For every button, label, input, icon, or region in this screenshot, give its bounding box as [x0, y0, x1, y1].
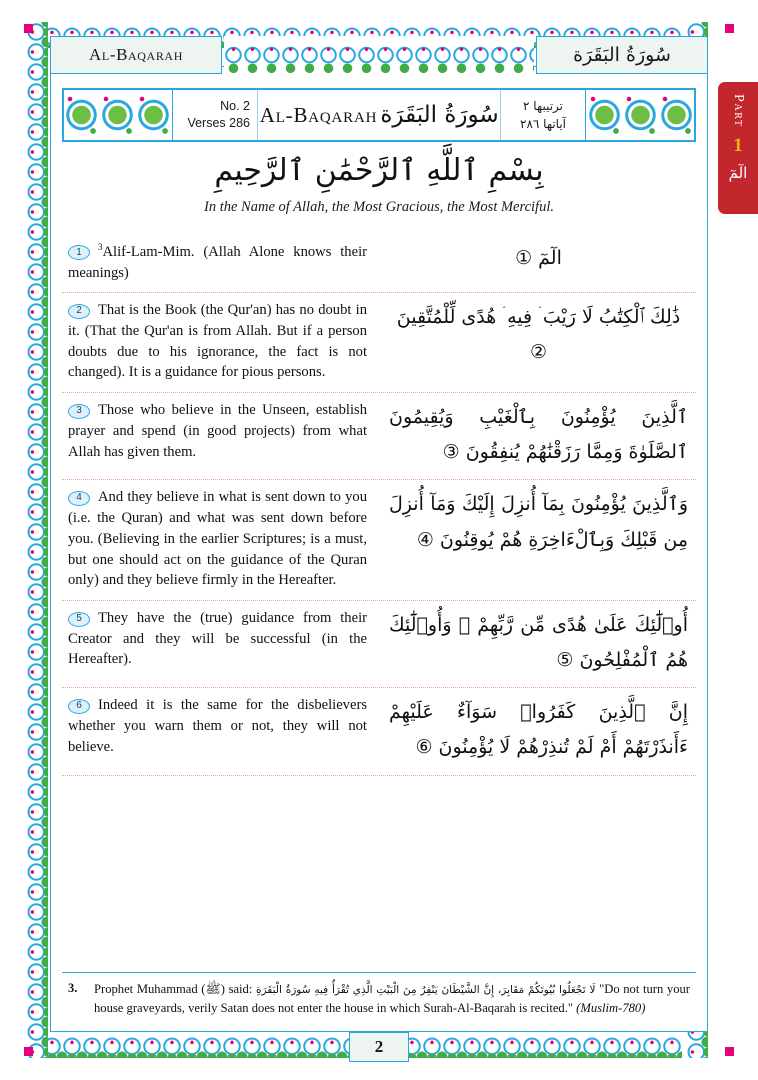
verse-english-text: Alif-Lam-Mim. (Allah Alone knows their meanings) [68, 243, 367, 281]
verse-english-text: That is the Book (the Qur'an) has no doubt in it. (That the Qur'an is from Allah. But if a person doubts due to his ignorance, the fact is not changed). It is a guidance for pious persons. [68, 302, 367, 381]
verse-english-text: Those who believe in the Unseen, establish prayer and spend (in good projects) from what Allah has given them. [68, 402, 367, 460]
surah-name-latin: Al-Baqarah [259, 102, 378, 127]
corner-ornament-bottom-right [725, 1047, 734, 1056]
verse-arabic: الٓمٓ ① [515, 247, 562, 269]
corner-ornament-top-right [725, 24, 734, 33]
verse-english-text: Indeed it is the same for the disbelievers whether you warn them or not, they will not believe. [68, 697, 367, 755]
surah-ayat-arabic: آياتها ٢٨٦ [520, 117, 567, 131]
verse-english-text: And they believe in what is sent down to you (i.e. the Quran) and what was sent down before you. (Believing in the earlier Scriptures; is a must, but one should act on the guidance of the Quran only) and they believe firmly in the Hereafter. [68, 489, 367, 589]
footnote-source: (Muslim-780) [576, 1001, 646, 1016]
part-tab-arabic: الٓمٓ [728, 163, 748, 182]
verse-english [62, 300, 379, 383]
footnote-translation: "Do not turn your house graveyards, verily Satan does not enter the house in which Surah-Al-Baqarah is recited." [94, 982, 690, 1016]
verse-arabic: أُو۟لَٰٓئِكَ عَلَىٰ هُدًى مِّن رَّبِّهِمْ ۖ وَأُو۟لَٰٓئِكَ هُمُ ٱلْمُفْلِحُونَ ⑤ [389, 614, 688, 672]
verse-number-badge[interactable]: 5 [68, 612, 90, 627]
running-head-surah-name-latin: Al-Baqarah [89, 45, 183, 64]
running-head [50, 36, 708, 74]
verse-english [62, 695, 379, 757]
surah-verses-label: Verses 286 [187, 116, 250, 130]
surah-bar-counts [172, 90, 258, 140]
verse-english [62, 608, 379, 670]
verse-row [62, 234, 696, 293]
verse-number-badge[interactable]: 2 [68, 304, 90, 319]
verse-number-badge[interactable]: 6 [68, 699, 90, 714]
part-tab-number: 1 [733, 134, 743, 156]
verse-english [62, 487, 379, 591]
running-head-left-plate [50, 36, 222, 74]
verse-number-badge[interactable]: 1 [68, 245, 90, 260]
verse-row [62, 601, 696, 688]
footnote-separator [62, 972, 696, 973]
surah-bar-meta-arabic [500, 90, 586, 140]
running-head-right-plate [536, 36, 708, 74]
part-tab[interactable] [718, 82, 758, 214]
verse-arabic: إِنَّ ٱلَّذِينَ كَفَرُوا۟ سَوَآءٌ عَلَيْهِمْ ءَأَنذَرْتَهُمْ أَمْ لَمْ تُنذِرْهُمْ لَا يُؤْمِنُونَ ⑥ [389, 701, 688, 759]
page-number: 2 [349, 1032, 409, 1062]
ornamental-border-left [22, 22, 48, 1058]
verse-arabic: ذَٰلِكَ ٱلْكِتَٰبُ لَا رَيْبَ ۛ فِيهِ ۛ هُدًى لِّلْمُتَّقِينَ ② [396, 306, 681, 364]
basmala-block [70, 148, 688, 216]
corner-ornament-top-left [24, 24, 33, 33]
running-head-ornament [224, 36, 534, 74]
footnote-area [62, 972, 696, 1018]
surah-title-bar [62, 88, 696, 142]
footnote-text [94, 980, 690, 1018]
surah-number-label: No. 2 [220, 99, 250, 114]
verse-english-text: They have the (true) guidance from their Creator and they will be successful (in the Hereafter). [68, 610, 367, 668]
running-head-surah-name-arabic: سُورَةُ البَقَرَة [573, 44, 671, 66]
verse-number-badge[interactable]: 4 [68, 491, 90, 506]
surah-bar-ornament-right [586, 90, 694, 140]
surah-bar-ornament-left [64, 90, 172, 140]
verse-arabic: وَٱلَّذِينَ يُؤْمِنُونَ بِمَآ أُنزِلَ إِلَيْكَ وَمَآ أُنزِلَ مِن قَبْلِكَ وَبِٱلْءَاخِرَةِ هُمْ يُوقِنُونَ ④ [389, 493, 688, 551]
basmala-english: In the Name of Allah, the Most Gracious, the Most Merciful. [204, 199, 554, 215]
verse-number-badge[interactable]: 3 [68, 404, 90, 419]
footnote-number: 3. [68, 981, 78, 996]
verse-english [62, 241, 379, 283]
footnote-arabic: لَا تَجْعَلُوا بُيُوتَكُمْ مَقَابِرَ، إِنَّ الشَّيْطَانَ يَنْفِرُ مِنَ الْبَيْتِ الَّذِي تُقْرَأُ فِيهِ سُورَةُ الْبَقَرَةِ [256, 984, 596, 997]
footnote-row [62, 980, 696, 1018]
corner-ornament-bottom-left [24, 1047, 33, 1056]
footnote-lead: Prophet Muhammad (ﷺ) said: [94, 982, 253, 997]
part-tab-label: Part [731, 94, 746, 128]
verse-arabic: ٱلَّذِينَ يُؤْمِنُونَ بِٱلْغَيْبِ وَيُقِيمُونَ ٱلصَّلَوٰةَ وَمِمَّا رَزَقْنَٰهُمْ يُنفِقُونَ ③ [389, 406, 688, 464]
basmala-arabic: بِسْمِ ٱللَّهِ ٱلرَّحْمَٰنِ ٱلرَّحِيمِ [214, 153, 544, 188]
verse-row [62, 688, 696, 775]
verse-row [62, 393, 696, 480]
surah-order-arabic: ترتيبها ٢ [523, 99, 563, 113]
verse-list [62, 234, 696, 776]
footnote-ref-marker[interactable]: 3 [98, 242, 103, 252]
verse-english [62, 400, 379, 462]
verse-row [62, 293, 696, 393]
verse-row [62, 480, 696, 601]
surah-name-arabic: سُورَةُ البَقَرَة [380, 102, 499, 128]
